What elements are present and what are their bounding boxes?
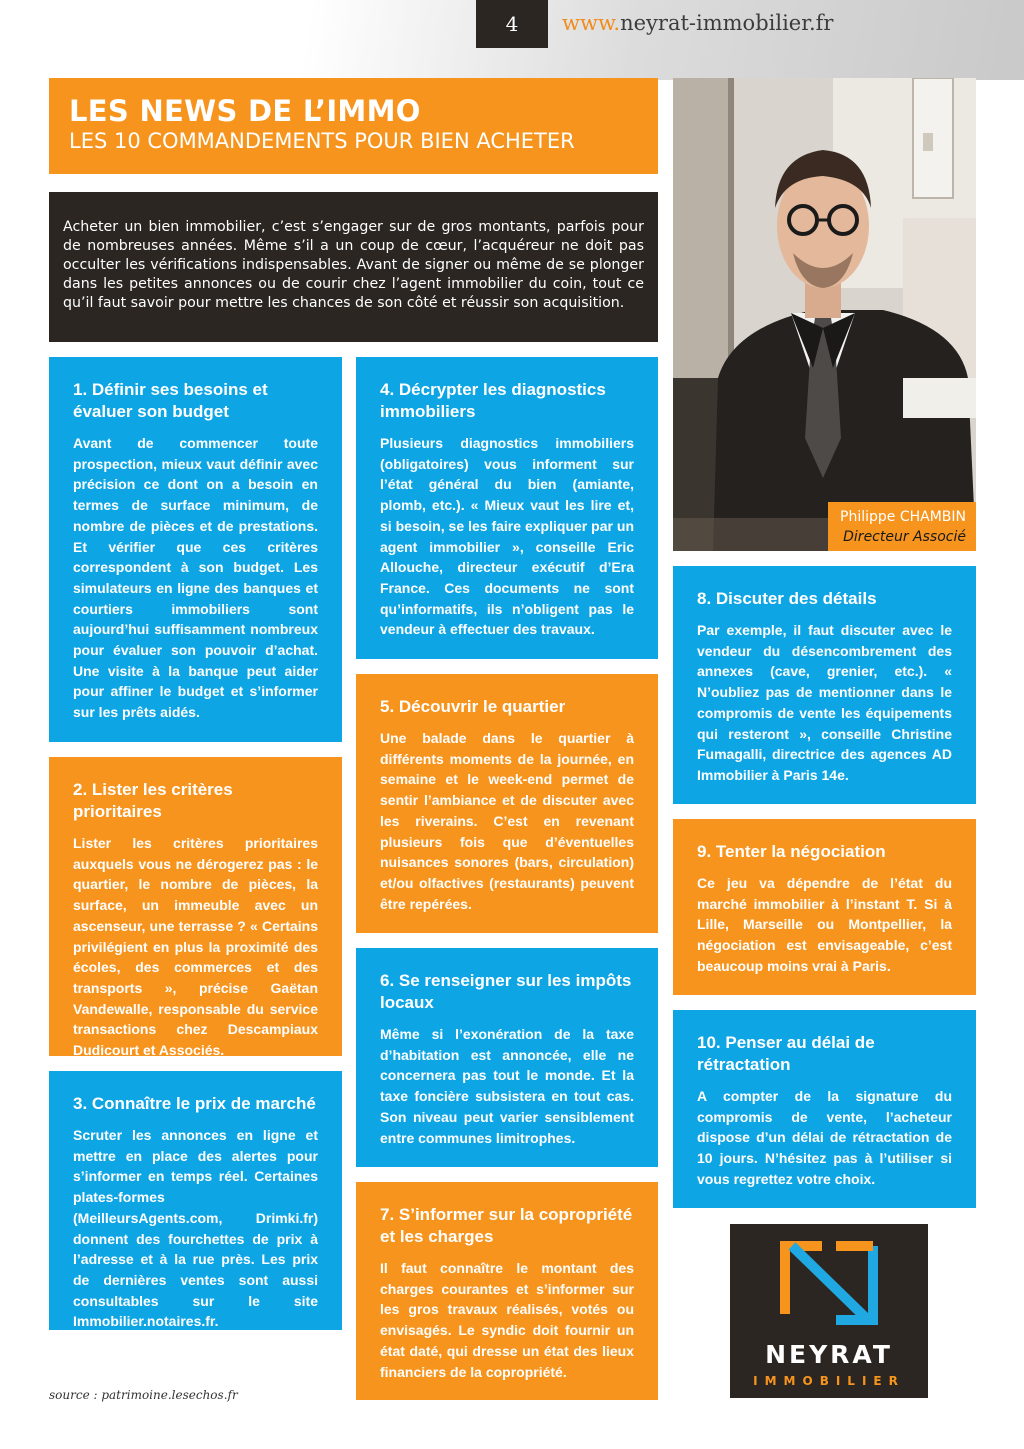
site-url-domain: neyrat-immobilier.fr [620,11,834,35]
card-body: Par exemple, il faut discuter avec le vendeur du désencombrement des annexes (cave, grenier, etc.). « N’oubliez pas de mentionner dans le compromis de vente les équipements qui resteront », conseille Christine Fumagalli, directrice des agences AD Immobilier à Paris 14e. [697,622,952,783]
intro-paragraph: Acheter un bien immobilier, c’est s’engager sur de gros montants, parfois pour de nombreuses années. Même s’il a un coup de cœur, l’acquéreur ne doit pas occulter les vérifications indispensables. Avant de signer ou même de se plonger dans les petites annonces ou de courir chez l’agent immobilier du coin, tout ce qu’il faut savoir pour mettre les chances de son côté et réussir son acquisition. [49,192,658,342]
photo-caption-name: Philippe CHAMBIN [840,509,966,525]
site-url-prefix: www. [562,11,621,35]
card-title: 4. Décrypter les diagnostics immobiliers [380,380,606,421]
card-title: 1. Définir ses besoins et évaluer son budget [73,380,268,421]
source-note: source : patrimoine.lesechos.fr [49,1388,238,1402]
headline-subtitle: LES 10 COMMANDEMENTS POUR BIEN ACHETER [69,129,575,153]
card-body: Ce jeu va dépendre de l’état du marché immobilier à l’instant T. Si à Lille, Marseille ou Montpellier, la négociation est envisageable, c’est beaucoup moins vrai à Paris. [697,875,952,974]
headline-banner [49,78,658,174]
photo-caption-role: Directeur Associé [843,529,966,545]
logo-n-mark-icon [730,1224,928,1342]
card-title: 3. Connaître le prix de marché [73,1094,316,1113]
card-body: Lister les critères prioritaires auxquels vous ne dérogerez pas : le quartier, le nombre de pièces, la surface, un immeuble avec un ascenseur, une terrasse ? « Certains privilégient en plus la proximité des écoles, des commerces et des transports », précise Gaëtan Vandewalle, responsable du service transactions chez Descampiaux Dudicourt et Associés. [73,835,318,1059]
commandment-card-6 [356,948,658,1167]
card-body: Scruter les annonces en ligne et mettre en place des alertes pour s’informer en temps réel. Certaines plates-formes (MeilleursAgents.com, Drimki.fr) donnent des fourchettes de prix à l’adresse et à la rue près. Les prix de dernières ventes sont aussi consultables sur le site Immobilier.notaires.fr. [73,1127,318,1330]
card-body: Une balade dans le quartier à différents moments de la journée, en semaine et le week-end permet de sentir l’ambiance et de discuter avec les riverains. C’est en revenant plusieurs fois que d’éventuelles nuisances sonores (bars, circulation) et/ou olfactives (restaurants) peuvent être repérées. [380,730,634,912]
headline-title: LES NEWS DE L’IMMO [69,94,421,128]
card-title: 10. Penser au délai de rétractation [697,1033,875,1074]
logo-subtitle: IMMOBILIER [753,1374,905,1388]
commandment-card-7 [356,1182,658,1400]
card-body: Plusieurs diagnostics immobiliers (obligatoires) vous informent sur l’état général du bien (amiante, plomb, etc.). « Mieux vaut les lire et, si besoin, se les faire expliquer par un agent immobilier », conseille Eric Allouche, directeur exécutif d’Era France. Ces documents ne sont qu’informatifs, ils n’obligent pas le vendeur à effectuer des travaux. [380,435,634,638]
card-title: 8. Discuter des détails [697,589,877,608]
commandment-card-2 [49,757,342,1059]
card-title: 5. Découvrir le quartier [380,697,566,716]
commandment-card-5 [356,674,658,933]
commandment-card-4 [356,357,658,659]
portrait-photo [673,78,976,551]
photo-caption [828,502,976,551]
card-body: A compter de la signature du compromis de vente, l’acheteur dispose d’un délai de rétractation de 10 jours. N’hésitez pas à l’utiliser si vous regrettez votre choix. [697,1088,952,1187]
card-body: Même si l’exonération de la taxe d’habitation est annoncée, elle ne concernera pas tout le monde. Et la taxe foncière subsistera en tout cas. Son niveau peut varier sensiblement entre communes limitrophes. [380,1026,634,1146]
page-number: 4 [476,0,548,48]
commandment-card-8 [673,566,976,804]
commandment-card-10 [673,1010,976,1208]
card-body: Avant de commencer toute prospection, mieux vaut définir avec précision ce dont on a besoin en termes de surface minimum, de nombre de pièces et de prestations. Et vérifier que ces critères correspondent à son budget. Les simulateurs en ligne des banques et courtiers immobiliers sont aujourd’hui suffisamment nombreux pour évaluer son pouvoir d’achat. Une visite à la banque peut aider pour affiner le budget et s’informer sur les prêts aidés. [73,435,318,721]
neyrat-logo [730,1224,928,1398]
portrait-illustration [673,78,976,551]
commandment-card-3 [49,1071,342,1330]
card-title: 9. Tenter la négociation [697,842,886,861]
card-body: Il faut connaître le montant des charges courantes et s’informer sur les gros travaux réalisés, votés ou envisagés. Le syndic doit fournir un état daté, qui dresse un état des lieux financiers de la copropriété. [380,1260,634,1380]
commandment-card-1 [49,357,342,742]
card-title: 7. S’informer sur la copropriété et les charges [380,1205,633,1246]
card-title: 2. Lister les critères prioritaires [73,780,233,821]
card-title: 6. Se renseigner sur les impôts locaux [380,971,632,1012]
site-url[interactable] [562,11,833,35]
logo-name: NEYRAT [765,1340,893,1369]
commandment-card-9 [673,819,976,995]
